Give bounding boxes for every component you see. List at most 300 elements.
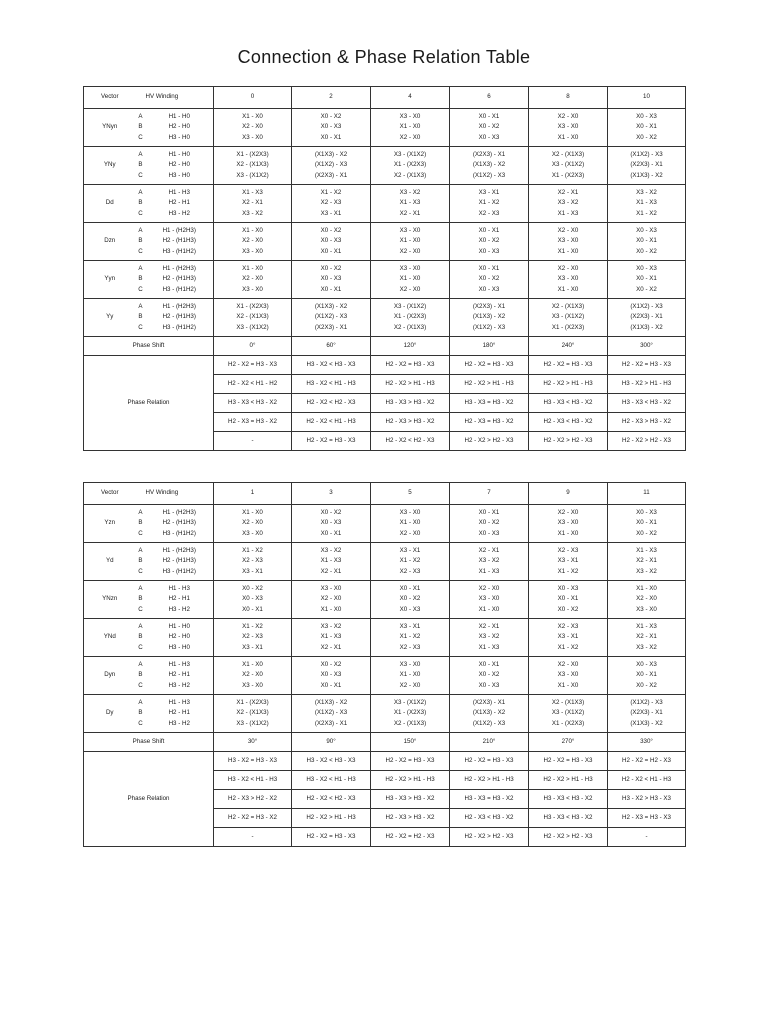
vector-group-name: Yzn	[84, 505, 136, 543]
cell-line: X0 - X2	[478, 671, 500, 679]
phase-relation-cell: H2 - X2 = H3 - X3	[529, 356, 608, 375]
phase-letters	[136, 147, 146, 185]
cell-line: X3 - X2	[557, 199, 579, 207]
phase-relation-cell: H2 - X2 > H2 - X3	[450, 828, 529, 847]
hv-winding-header: HV Winding	[146, 483, 214, 505]
header-spacer	[136, 483, 146, 505]
lv-winding-cell	[529, 619, 608, 657]
lv-winding-cell	[214, 581, 292, 619]
cell-line: X1 - X3	[320, 557, 342, 565]
lv-winding-cell	[214, 109, 292, 147]
cell-line: X1 - X0	[557, 133, 579, 141]
phase-shift-value: 120°	[371, 337, 450, 356]
cell-line: X0 - X1	[478, 264, 500, 272]
clock-number-header: 4	[371, 87, 450, 109]
cell-line: H2 - H1	[168, 709, 190, 717]
lv-winding-cell	[292, 147, 371, 185]
cell-line: X0 - X1	[399, 584, 421, 592]
cell-line: (X2X3) - X1	[314, 171, 348, 179]
cell-line: X1 - (X2X3)	[393, 709, 427, 717]
cell-line: X3 - X2	[478, 633, 500, 641]
phase-relation-cell: H2 - X2 = H3 - X3	[292, 432, 371, 451]
hv-winding-cell	[146, 261, 214, 299]
cell-line: X2 - (X1X3)	[551, 150, 585, 158]
cell-line: X1 - X3	[636, 546, 657, 554]
cell-line: B	[138, 519, 143, 527]
cell-line: X1 - (X2X3)	[551, 719, 585, 727]
lv-winding-cell	[608, 695, 686, 733]
phase-relation-cell: H3 - X2 < H3 - X3	[292, 752, 371, 771]
cell-line: X1 - (X2X3)	[551, 171, 585, 179]
phase-letters	[136, 505, 146, 543]
cell-line: X0 - X3	[320, 123, 342, 131]
cell-line: A	[138, 226, 143, 234]
cell-line: H1 - H3	[168, 660, 190, 668]
cell-line: X1 - X0	[399, 275, 421, 283]
cell-line: H2 - H1	[168, 595, 190, 603]
header-row	[84, 87, 686, 109]
cell-line: X3 - X2	[320, 546, 342, 554]
lv-winding-cell	[529, 147, 608, 185]
cell-line: X3 - X0	[557, 671, 579, 679]
cell-line: X3 - (X1X2)	[393, 150, 427, 158]
header-row	[84, 483, 686, 505]
lv-winding-cell	[371, 581, 450, 619]
lv-winding-cell	[371, 299, 450, 337]
cell-line: X3 - X2	[636, 188, 657, 196]
cell-line: X0 - X3	[636, 660, 657, 668]
phase-letters	[136, 223, 146, 261]
phase-relation-cell: H2 - X2 < H1 - H3	[608, 771, 686, 790]
cell-line: X2 - X3	[557, 546, 579, 554]
phase-relation-cell: H2 - X3 > H2 - X2	[214, 790, 292, 809]
phase-relation-cell: H2 - X2 > H1 - H3	[450, 771, 529, 790]
cell-line: X1 - (X2X3)	[236, 150, 269, 158]
phase-relation-cell: H2 - X2 > H2 - X3	[608, 432, 686, 451]
cell-line: C	[138, 133, 143, 141]
hv-winding-cell	[146, 543, 214, 581]
cell-line: B	[138, 557, 143, 565]
cell-line: H1 - (H2H3)	[162, 546, 196, 554]
hv-winding-cell	[146, 581, 214, 619]
cell-line: A	[138, 584, 143, 592]
cell-line: H1 - H3	[168, 698, 190, 706]
cell-line: X0 - X3	[636, 112, 657, 120]
phase-relation-cell: H2 - X2 = H3 - X3	[371, 752, 450, 771]
cell-line: (X2X3) - X1	[630, 161, 663, 169]
cell-line: X1 - X0	[399, 671, 421, 679]
phase-relation-cell: H2 - X2 > H1 - H3	[292, 809, 371, 828]
phase-relation-label: Phase Relation	[84, 356, 214, 451]
cell-line: X0 - X3	[478, 529, 500, 537]
hv-winding-cell	[146, 223, 214, 261]
cell-line: X0 - X3	[636, 508, 657, 516]
cell-line: A	[138, 150, 143, 158]
cell-line: B	[138, 671, 143, 679]
lv-winding-cell	[371, 147, 450, 185]
cell-line: X0 - X2	[478, 237, 500, 245]
phase-letters	[136, 185, 146, 223]
lv-winding-cell	[529, 505, 608, 543]
phase-relation-cell: H3 - X3 > H3 - X2	[371, 790, 450, 809]
cell-line: X1 - X3	[399, 199, 421, 207]
vector-group-name: YNyn	[84, 109, 136, 147]
cell-line: B	[138, 633, 143, 641]
cell-line: (X1X2) - X3	[472, 171, 506, 179]
lv-winding-cell	[529, 299, 608, 337]
cell-line: A	[138, 660, 143, 668]
lv-winding-cell	[371, 543, 450, 581]
cell-line: X0 - X3	[320, 237, 342, 245]
cell-line: X3 - X0	[242, 133, 263, 141]
cell-line: X1 - X0	[320, 605, 342, 613]
lv-winding-cell	[529, 543, 608, 581]
clock-number-header: 0	[214, 87, 292, 109]
cell-line: C	[138, 681, 143, 689]
cell-line: X0 - X1	[320, 529, 342, 537]
cell-line: X2 - X0	[399, 285, 421, 293]
cell-line: X2 - X0	[399, 133, 421, 141]
cell-line: X0 - X2	[557, 605, 579, 613]
cell-line: X2 - X1	[478, 622, 500, 630]
cell-line: C	[138, 323, 143, 331]
cell-line: X1 - X0	[242, 112, 263, 120]
cell-line: (X1X2) - X3	[314, 313, 348, 321]
cell-line: X1 - (X2X3)	[393, 313, 427, 321]
lv-winding-cell	[292, 223, 371, 261]
cell-line: A	[138, 112, 143, 120]
cell-line: X1 - X0	[557, 285, 579, 293]
phase-relation-cell: H2 - X2 = H3 - X3	[529, 752, 608, 771]
hv-winding-cell	[146, 109, 214, 147]
cell-line: X2 - X0	[320, 595, 342, 603]
lv-winding-cell	[292, 109, 371, 147]
cell-line: X2 - X0	[242, 519, 263, 527]
cell-line: X1 - X2	[242, 622, 263, 630]
cell-line: (X2X3) - X1	[314, 719, 348, 727]
cell-line: C	[138, 209, 143, 217]
cell-line: H2 - H0	[168, 161, 190, 169]
phase-relation-cell: H2 - X3 > H3 - X2	[608, 413, 686, 432]
cell-line: (X2X3) - X1	[314, 323, 348, 331]
cell-line: H3 - H2	[168, 681, 190, 689]
lv-winding-cell	[608, 657, 686, 695]
cell-line: X1 - X0	[557, 529, 579, 537]
cell-line: (X1X2) - X3	[472, 323, 506, 331]
cell-line: A	[138, 188, 143, 196]
hv-winding-header: HV Winding	[146, 87, 214, 109]
phase-relation-cell: H2 - X2 > H2 - X3	[529, 828, 608, 847]
phase-relation-cell: H3 - X2 > H1 - H3	[608, 375, 686, 394]
cell-line: H3 - H2	[168, 719, 190, 727]
phase-relation-cell: H3 - X3 = H3 - X2	[450, 394, 529, 413]
cell-line: X0 - X1	[320, 285, 342, 293]
phase-shift-value: 0°	[214, 337, 292, 356]
lv-winding-cell	[450, 543, 529, 581]
cell-line: A	[138, 546, 143, 554]
cell-line: H1 - H3	[168, 584, 190, 592]
cell-line: A	[138, 302, 143, 310]
cell-line: (X1X2) - X3	[314, 709, 348, 717]
cell-line: X1 - X0	[478, 605, 500, 613]
cell-line: X0 - X1	[478, 508, 500, 516]
cell-line: H2 - H1	[168, 199, 190, 207]
lv-winding-cell	[292, 299, 371, 337]
cell-line: X1 - X2	[557, 567, 579, 575]
phase-relation-cell: H2 - X2 > H1 - H3	[371, 375, 450, 394]
cell-line: X1 - (X2X3)	[393, 161, 427, 169]
cell-line: X2 - X0	[636, 595, 657, 603]
lv-winding-cell	[214, 261, 292, 299]
cell-line: X0 - X1	[478, 112, 500, 120]
vector-group-name: Dy	[84, 695, 136, 733]
vector-row	[84, 505, 686, 543]
phase-relation-cell: H3 - X3 > H3 - X2	[371, 394, 450, 413]
cell-line: X3 - (X1X2)	[551, 161, 585, 169]
cell-line: X2 - X0	[242, 671, 263, 679]
cell-line: X3 - X0	[399, 112, 421, 120]
cell-line: (X1X2) - X3	[630, 302, 663, 310]
phase-relation-cell: H2 - X3 = H3 - X3	[608, 809, 686, 828]
cell-line: X2 - X1	[320, 643, 342, 651]
cell-line: X0 - X3	[242, 595, 263, 603]
cell-line: X3 - X0	[242, 247, 263, 255]
cell-line: X3 - X0	[478, 595, 500, 603]
cell-line: X0 - X1	[478, 226, 500, 234]
vector-row	[84, 185, 686, 223]
cell-line: X0 - X3	[557, 584, 579, 592]
cell-line: (X1X3) - X2	[314, 698, 348, 706]
lv-winding-cell	[292, 581, 371, 619]
phase-relation-cell: H2 - X2 > H2 - X3	[450, 432, 529, 451]
cell-line: X2 - X0	[242, 275, 263, 283]
cell-line: X3 - X2	[636, 567, 657, 575]
cell-line: X3 - X1	[557, 557, 579, 565]
phase-relation-cell: H2 - X2 = H3 - X3	[292, 828, 371, 847]
cell-line: X1 - X2	[399, 633, 421, 641]
phase-relation-cell: H2 - X2 = H3 - X3	[450, 752, 529, 771]
cell-line: B	[138, 161, 143, 169]
cell-line: X0 - X2	[320, 508, 342, 516]
cell-line: X3 - X0	[557, 123, 579, 131]
cell-line: X0 - X3	[478, 247, 500, 255]
clock-number-header: 7	[450, 483, 529, 505]
cell-line: C	[138, 529, 143, 537]
lv-winding-cell	[608, 543, 686, 581]
lv-winding-cell	[214, 543, 292, 581]
cell-line: X0 - X1	[320, 681, 342, 689]
cell-line: B	[138, 199, 143, 207]
phase-shift-value: 90°	[292, 733, 371, 752]
lv-winding-cell	[608, 109, 686, 147]
vector-row	[84, 543, 686, 581]
lv-winding-cell	[371, 695, 450, 733]
cell-line: B	[138, 595, 143, 603]
cell-line: X3 - (X1X2)	[236, 719, 269, 727]
phase-relation-cell: H2 - X2 = H3 - X3	[214, 356, 292, 375]
cell-line: (X1X3) - X2	[314, 150, 348, 158]
cell-line: X0 - X3	[478, 285, 500, 293]
lv-winding-cell	[371, 619, 450, 657]
cell-line: X2 - X0	[557, 264, 579, 272]
lv-winding-cell	[450, 619, 529, 657]
phase-relation-label: Phase Relation	[84, 752, 214, 847]
cell-line: X1 - X0	[242, 226, 263, 234]
lv-winding-cell	[214, 695, 292, 733]
phase-relation-cell: H2 - X2 < H2 - X3	[292, 790, 371, 809]
cell-line: X2 - X1	[636, 633, 657, 641]
cell-line: (X2X3) - X1	[630, 709, 663, 717]
cell-line: A	[138, 622, 143, 630]
phase-relation-cell: H3 - X2 > H3 - X3	[608, 790, 686, 809]
lv-winding-cell	[529, 695, 608, 733]
cell-line: X2 - X3	[557, 622, 579, 630]
cell-line: X2 - X0	[557, 226, 579, 234]
cell-line: X1 - X0	[399, 237, 421, 245]
lv-winding-cell	[214, 619, 292, 657]
cell-line: X2 - X0	[242, 237, 263, 245]
cell-line: X1 - X0	[399, 519, 421, 527]
cell-line: X2 - X1	[242, 199, 263, 207]
cell-line: X2 - X0	[557, 660, 579, 668]
cell-line: X1 - X0	[399, 123, 421, 131]
cell-line: X1 - (X2X3)	[551, 323, 585, 331]
cell-line: X2 - X3	[399, 643, 421, 651]
lv-winding-cell	[214, 223, 292, 261]
phase-relation-cell: H3 - X2 = H3 - X3	[214, 752, 292, 771]
cell-line: X2 - X3	[478, 209, 500, 217]
cell-line: X2 - X0	[399, 681, 421, 689]
lv-winding-cell	[292, 261, 371, 299]
cell-line: H2 - (H1H3)	[162, 237, 196, 245]
cell-line: X0 - X3	[320, 519, 342, 527]
vector-group-name: Yy	[84, 299, 136, 337]
cell-line: X1 - X2	[242, 546, 263, 554]
hv-winding-cell	[146, 695, 214, 733]
cell-line: X2 - (X1X3)	[236, 161, 269, 169]
cell-line: X3 - (X1X2)	[551, 313, 585, 321]
cell-line: X1 - (X2X3)	[236, 302, 269, 310]
cell-line: X3 - X2	[478, 557, 500, 565]
cell-line: X1 - X2	[320, 188, 342, 196]
phase-relation-cell: H2 - X2 = H2 - X3	[371, 828, 450, 847]
cell-line: X2 - X1	[478, 546, 500, 554]
phase-shift-value: 60°	[292, 337, 371, 356]
phase-relation-cell: H2 - X3 < H3 - X2	[529, 413, 608, 432]
phase-relation-row	[84, 752, 686, 771]
cell-line: X0 - X3	[478, 681, 500, 689]
lv-winding-cell	[371, 505, 450, 543]
phase-relation-cell: H2 - X3 < H3 - X2	[450, 809, 529, 828]
cell-line: X0 - X2	[636, 285, 657, 293]
cell-line: H3 - H2	[168, 209, 190, 217]
cell-line: X1 - X3	[557, 209, 579, 217]
phase-relation-row	[84, 356, 686, 375]
phase-relation-cell: H2 - X3 > H3 - X2	[371, 413, 450, 432]
cell-line: H3 - H2	[168, 605, 190, 613]
lv-winding-cell	[450, 185, 529, 223]
cell-line: X1 - X0	[557, 681, 579, 689]
cell-line: X1 - X2	[636, 209, 657, 217]
cell-line: C	[138, 719, 143, 727]
cell-line: C	[138, 567, 143, 575]
lv-winding-cell	[214, 299, 292, 337]
clock-number-header: 3	[292, 483, 371, 505]
lv-winding-cell	[450, 299, 529, 337]
phase-letters	[136, 657, 146, 695]
cell-line: X0 - X2	[636, 681, 657, 689]
hv-winding-cell	[146, 147, 214, 185]
cell-line: (X1X3) - X2	[472, 313, 506, 321]
cell-line: (X2X3) - X1	[630, 313, 663, 321]
cell-line: C	[138, 643, 143, 651]
cell-line: X1 - X3	[478, 567, 500, 575]
vector-group-name: Dd	[84, 185, 136, 223]
lv-winding-cell	[450, 109, 529, 147]
phase-letters	[136, 543, 146, 581]
cell-line: X3 - X0	[242, 529, 263, 537]
cell-line: X3 - X0	[399, 226, 421, 234]
cell-line: X1 - X2	[399, 557, 421, 565]
cell-line: X3 - X0	[320, 584, 342, 592]
cell-line: B	[138, 237, 143, 245]
cell-line: H3 - (H1H2)	[162, 529, 196, 537]
cell-line: X3 - X1	[557, 633, 579, 641]
lv-winding-cell	[292, 657, 371, 695]
cell-line: H1 - (H2H3)	[162, 226, 196, 234]
cell-line: H2 - (H1H3)	[162, 313, 196, 321]
cell-line: X0 - X2	[636, 529, 657, 537]
cell-line: X0 - X1	[320, 133, 342, 141]
lv-winding-cell	[371, 109, 450, 147]
cell-line: X0 - X1	[320, 247, 342, 255]
cell-line: B	[138, 313, 143, 321]
vector-group-name: YNzn	[84, 581, 136, 619]
vector-row	[84, 147, 686, 185]
phase-relation-cell: H2 - X3 > H3 - X2	[371, 809, 450, 828]
lv-winding-cell	[529, 581, 608, 619]
cell-line: X0 - X1	[636, 519, 657, 527]
vector-group-name: YNd	[84, 619, 136, 657]
cell-line: X1 - X3	[636, 199, 657, 207]
cell-line: X0 - X3	[399, 605, 421, 613]
phase-relation-cell: H2 - X2 < H1 - H2	[214, 375, 292, 394]
clock-number-header: 9	[529, 483, 608, 505]
vector-row	[84, 657, 686, 695]
clock-number-header: 5	[371, 483, 450, 505]
cell-line: X3 - X2	[636, 643, 657, 651]
cell-line: H2 - H0	[168, 633, 190, 641]
cell-line: (X1X2) - X3	[314, 161, 348, 169]
lv-winding-cell	[450, 505, 529, 543]
cell-line: H1 - (H2H3)	[162, 264, 196, 272]
vector-row	[84, 619, 686, 657]
cell-line: X1 - X0	[242, 508, 263, 516]
cell-line: X0 - X3	[320, 275, 342, 283]
cell-line: A	[138, 508, 143, 516]
vector-row	[84, 261, 686, 299]
cell-line: (X1X3) - X2	[472, 161, 506, 169]
cell-line: X3 - X2	[242, 209, 263, 217]
cell-line: X2 - X1	[320, 567, 342, 575]
lv-winding-cell	[450, 657, 529, 695]
cell-line: X1 - X0	[242, 264, 263, 272]
cell-line: X2 - X1	[557, 188, 579, 196]
hv-winding-cell	[146, 619, 214, 657]
cell-line: X0 - X2	[320, 660, 342, 668]
cell-line: X0 - X2	[242, 584, 263, 592]
phase-relation-cell: H3 - X3 = H3 - X2	[450, 790, 529, 809]
